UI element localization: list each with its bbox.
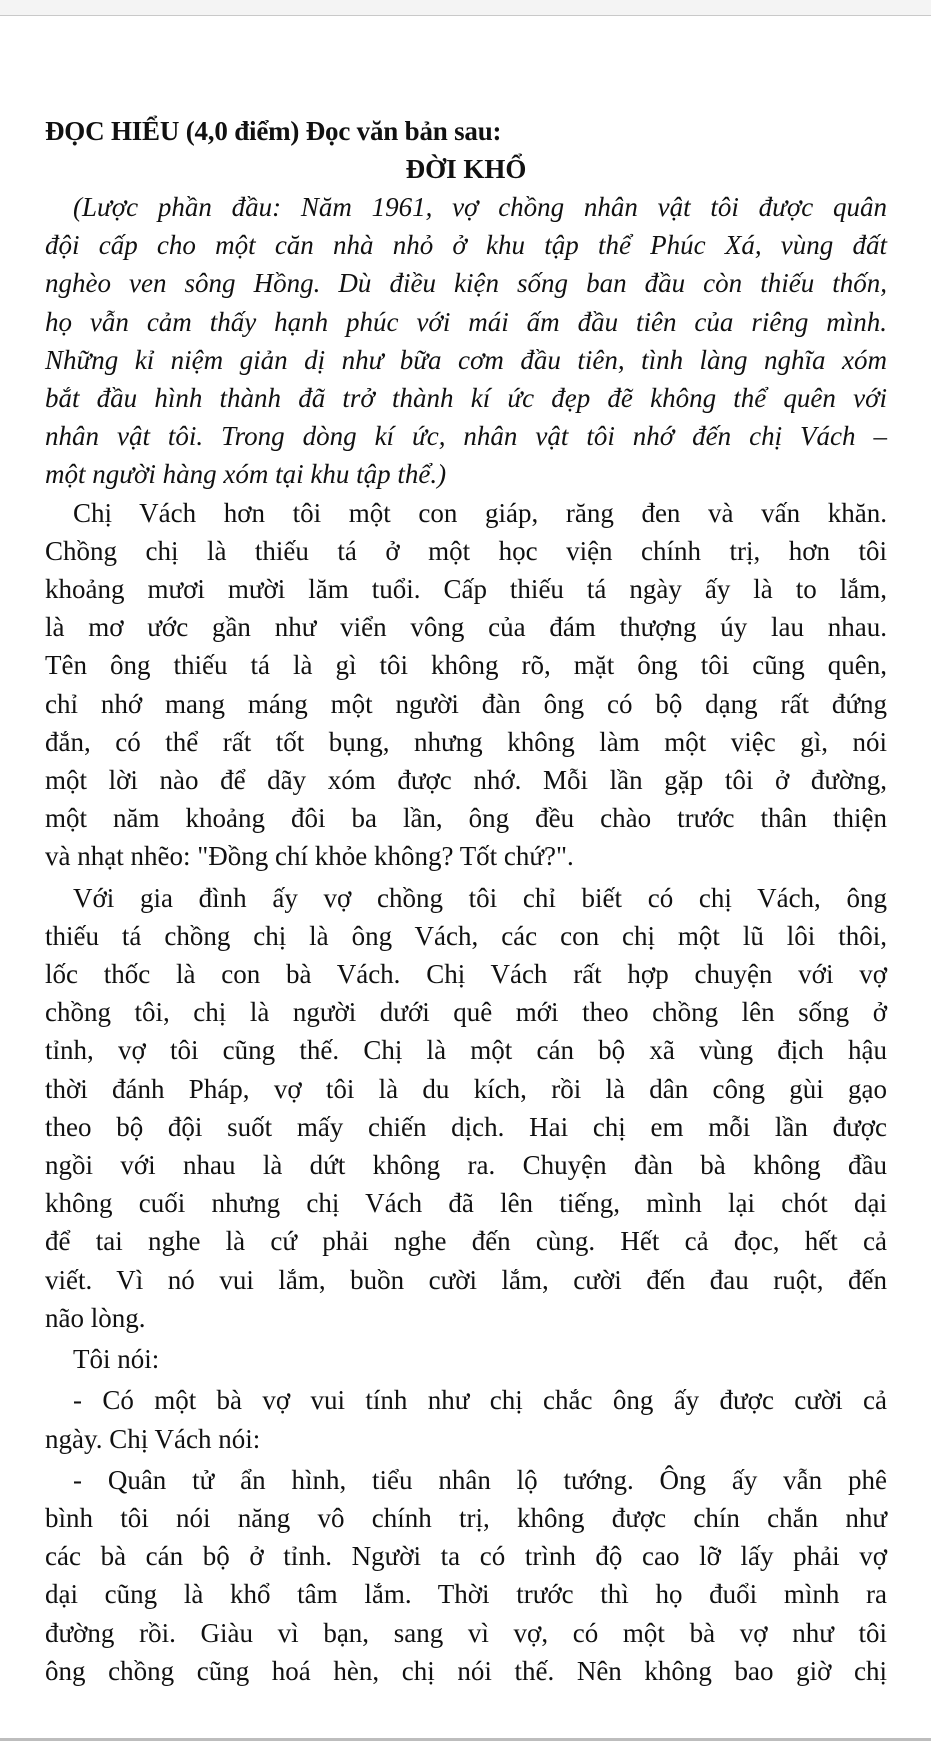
text-line: - Quân tử ẩn hình, tiểu nhân lộ tướng. Ông ấy vẫn phê <box>73 1464 887 1495</box>
text-line: nhân vật tôi. Trong dòng kí ức, nhân vật tôi nhớ đến chị Vách – <box>45 421 887 452</box>
text-line: - Có một bà vợ vui tính như chị chắc ông ấy được cười cả <box>73 1385 887 1416</box>
text-line: lốc thốc là con bà Vách. Chị Vách rất hợp chuyện với vợ <box>45 959 887 990</box>
summary-paragraph <box>45 188 887 494</box>
text-line: đắn, có thể rất tốt bụng, nhưng không làm một việc gì, nói <box>45 726 887 757</box>
text-line: không cuối nhưng chị Vách đã lên tiếng, mình lại chót dại <box>45 1188 887 1219</box>
text-line: dại cũng là khổ tâm lắm. Thời trước thì họ đuổi mình ra <box>45 1579 887 1610</box>
text-line: theo bộ đội suốt mấy chiến dịch. Hai chị em mỗi lần được <box>45 1111 887 1142</box>
text-line: khoảng mươi mười lăm tuổi. Cấp thiếu tá ngày ấy là to lắm, <box>45 574 887 605</box>
text-line: chỉ nhớ mang máng một người đàn ông có bộ dạng rất đứng <box>45 688 887 719</box>
document-page <box>45 112 887 1690</box>
text-line: não lòng. <box>45 1302 146 1333</box>
text-line: Chồng chị là thiếu tá ở một học viện chính trị, hơn tôi <box>45 535 887 566</box>
body-paragraph-3 <box>45 1340 887 1378</box>
body-paragraph-1 <box>45 494 887 876</box>
text-line: tỉnh, vợ tôi cũng thế. Chị là một cán bộ xã vùng địch hậu <box>45 1035 887 1066</box>
body-paragraph-2 <box>45 879 887 1337</box>
dialogue-paragraph-1 <box>45 1381 887 1457</box>
text-line: (Lược phần đầu: Năm 1961, vợ chồng nhân vật tôi được quân <box>73 192 887 222</box>
text-line: thời đánh Pháp, vợ tôi là du kích, rồi là dân công gùi gạo <box>45 1073 887 1104</box>
text-line: nghèo ven sông Hồng. Dù điều kiện sống ban đầu còn thiếu thốn, <box>45 268 887 299</box>
text-line: một năm khoảng đôi ba lần, ông đều chào trước thân thiện <box>45 803 887 834</box>
text-line: ngồi với nhau là dứt không ra. Chuyện đàn bà không đầu <box>45 1150 887 1181</box>
text-line: là mơ ước gần như viển vông của đám thượng úy lau nhau. <box>45 612 887 643</box>
text-line: để tai nghe là cứ phải nghe đến cùng. Hết cả đọc, hết cả <box>45 1226 887 1257</box>
section-heading: ĐỌC HIỂU (4,0 điểm) Đọc văn bản sau: <box>45 116 502 146</box>
text-line: ngày. Chị Vách nói: <box>45 1423 261 1454</box>
text-line: viết. Vì nó vui lắm, buồn cười lắm, cười đến đau ruột, đến <box>45 1264 887 1295</box>
text-line: thiếu tá chồng chị là ông Vách, các con chị một lũ lôi thôi, <box>45 920 887 951</box>
text-line: đội cấp cho một căn nhà nhỏ ở khu tập thể Phúc Xá, vùng đất <box>45 230 887 261</box>
text-line: bắt đầu hình thành đã trở thành kí ức đẹp đẽ không thể quên với <box>45 383 887 414</box>
text-line: một lời nào để dãy xóm được nhớ. Mỗi lần gặp tôi ở đường, <box>45 765 887 796</box>
text-line: các bà cán bộ ở tỉnh. Người ta có trình độ cao lỡ lấy phải vợ <box>45 1541 887 1572</box>
text-line: họ vẫn cảm thấy hạnh phúc với mái ấm đầu tiên của riêng mình. <box>45 306 887 337</box>
text-line: Tôi nói: <box>73 1344 160 1375</box>
dialogue-paragraph-2 <box>45 1461 887 1690</box>
text-line: Tên ông thiếu tá là gì tôi không rõ, mặt ông tôi cũng quên, <box>45 650 887 681</box>
story-title: ĐỜI KHỔ <box>405 154 527 184</box>
text-line: bình tôi nói năng vô chính trị, không được chín chắn như <box>45 1502 887 1533</box>
text-line: chồng tôi, chị là người dưới quê mới theo chồng lên sống ở <box>45 997 887 1028</box>
text-line: ông chồng cũng hoá hèn, chị nói thế. Nên không bao giờ chị <box>45 1655 887 1686</box>
text-line: một người hàng xóm tại khu tập thể.) <box>45 459 447 490</box>
text-line: đường rồi. Giàu vì bạn, sang vì vợ, có một bà vợ như tôi <box>45 1617 887 1648</box>
text-line: và nhạt nhẽo: "Đồng chí khỏe không? Tốt chứ?". <box>45 841 574 872</box>
text-line: Những kỉ niệm giản dị như bữa cơm đầu tiên, tình làng nghĩa xóm <box>45 344 887 375</box>
text-line: Với gia đình ấy vợ chồng tôi chỉ biết có chị Vách, ông <box>73 882 887 913</box>
viewer-top-bar <box>0 0 931 16</box>
text-line: Chị Vách hơn tôi một con giáp, răng đen và vấn khăn. <box>73 497 887 528</box>
